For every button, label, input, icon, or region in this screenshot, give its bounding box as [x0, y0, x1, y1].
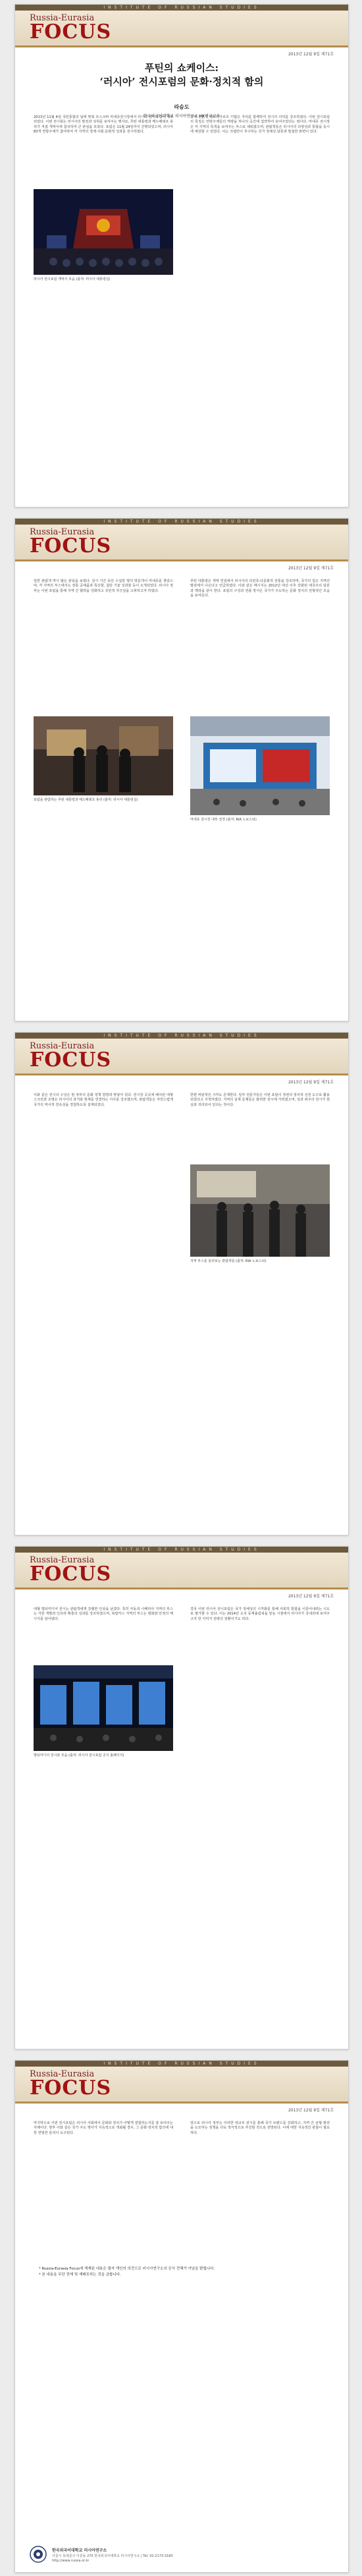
- focus-logo: FOCUS: [30, 534, 112, 558]
- brand-name: Russia-Eurasia: [30, 527, 95, 537]
- issue-date: 2013년 12월 9일 제71호: [288, 2108, 334, 2113]
- issue-date: 2013년 12월 9일 제71호: [288, 566, 334, 571]
- photo-caption: 지역 부스를 둘러보는 관람객들 (출처: RIA 노보스티): [190, 1259, 267, 1263]
- author-affiliation: 한국외국어대학교 러시아연구소 HK연구교수: [143, 114, 220, 119]
- masthead-tagline: INSTITUTE OF RUSSIAN STUDIES: [103, 1033, 260, 1038]
- masthead: [15, 1033, 348, 1075]
- masthead-tagline: INSTITUTE OF RUSSIAN STUDIES: [103, 5, 260, 10]
- photo-visitors: [190, 1164, 330, 1257]
- column-right: [190, 2121, 330, 2136]
- column-left: [34, 1093, 173, 1108]
- photo-caption: 멀티미디어 전시관 모습 (출처: 러시아 전시포럼 공식 홈페이지): [34, 1754, 124, 1758]
- masthead: [15, 2061, 348, 2104]
- masthead: [15, 519, 348, 561]
- page-5: [14, 2060, 349, 2573]
- footer-website: http://www.russia.or.kr: [52, 2559, 90, 2563]
- brand-name: Russia-Eurasia: [30, 2069, 95, 2079]
- page-1: [14, 4, 349, 507]
- issue-date: 2013년 12월 9일 제71호: [288, 1080, 334, 1085]
- masthead: [15, 5, 348, 47]
- column-left: [34, 2121, 173, 2136]
- column-left: [34, 579, 173, 594]
- article-header: [39, 61, 324, 119]
- column-left: [34, 1607, 173, 1622]
- body-paragraph: 이와 같은 전시의 구성은 현 정부의 문화 정책 방향과 맞닿아 있다. 전시장 곳곳에 배치된 대형 스크린과 조명은 러시아의 과거와 현재를 연결하는 서사를 강조했으며, 관람객들은 자연스럽게 국가의 역사적 연속성을 경험하도록 설계되었다.: [34, 1093, 174, 1107]
- disclaimer-note: * Russia-Eurasia Focus에 게재된 내용은 필자 개인의 의견으로 러시아연구소의 공식 견해가 아님을 밝힙니다.: [39, 2267, 215, 2271]
- page-footer: [30, 2546, 334, 2567]
- title-line-2: ‘러시아’ 전시포럼의 문화·정치적 함의: [99, 76, 264, 88]
- column-right: [190, 1607, 330, 1622]
- photo-officials-visit: [34, 716, 173, 795]
- photo-opening-ceremony: [34, 189, 173, 275]
- body-paragraph: 한편 비판적인 시각도 존재한다. 일부 전문가들은 이번 포럼이 정권의 정치적 선전 도구로 활용되었다고 지적하였다. 지역의 실제 문제들은 화려한 전시에 가려졌으며, 성과 위주의 전시가 현실과 괴리되어 있다는 것이다.: [190, 1093, 330, 1107]
- photo-caption: 러시아 전시포럼 개막식 모습 (출처: 러시아 대통령실): [34, 277, 111, 281]
- body-paragraph: 마지막으로 이번 전시포럼은 러시아 사회에서 문화와 정치가 어떻게 결합하는지를 잘 보여주는 사례이다. 향후 이와 같은 국가 주도 행사가 지속적으로 개최될 경우, 그 문화·정치적 함의에 대한 면밀한 분석이 요구된다.: [34, 2121, 174, 2135]
- column-left: [34, 115, 173, 135]
- issue-date: 2013년 12월 9일 제71호: [288, 1594, 334, 1599]
- focus-logo: FOCUS: [30, 2076, 112, 2100]
- body-paragraph: 2013년 11월 4일 국민통합의 날에 맞춰 모스크바 마네쥬전시장에서 러시아 전시포럼이 개막되었다. 이번 전시회는 러시아의 발전과 성취를 보여주는 행사로, 푸틴 대통령과 메드베데프 총리가 직접 개막식에 참석하여 큰 관심을 모았다. 포럼은 11월 24일까지 진행되었으며, 러시아 83개 연방주체가 참여하여 각 지역의 경제·사회·문화적 성과를 전시하였다.: [34, 115, 174, 134]
- body-paragraph: 중에 전문가 패트리아르흐 키릴은 자리를 함께하여 전시의 의미를 강조하였다. 이번 전시포럼의 특징은 연방주체들의 역량을 하나의 공간에 집약하여 보여주었다는 점이다. 마네쥬 전시장은 각 지역의 특색을 보여주는 부스로 채워졌으며, 관람객들은 러시아의 다양성과 통합을 동시에 체감할 수 있었다. 이는 크렘린이 추구하는 국가 정체성 담론과 밀접한 관련이 있다.: [190, 115, 330, 134]
- title-line-1: 푸틴의 쇼케이스:: [144, 62, 219, 74]
- issue-date: 2013년 12월 9일 제71호: [288, 52, 334, 57]
- masthead: [15, 1547, 348, 1589]
- footer-address: 서울시 동대문구 이문동 270 한국외국어대학교 러시아연구소 | Tel: 02-2173-3180: [52, 2554, 173, 2558]
- photo-multimedia-hall: [34, 1665, 173, 1751]
- photo-caption: 마네쥬 전시장 내부 전경 (출처: RIA 노보스티): [190, 818, 257, 822]
- page-3: [14, 1032, 349, 1535]
- photo-caption: 포럼을 관람하는 푸틴 대통령과 메드베데프 총리 (출처: 러시아 대통령실): [34, 798, 138, 802]
- body-paragraph: 결국 이번 러시아 전시포럼은 국가 정체성의 시각화를 통해 사회적 통합을 이끌어내려는 시도로 평가할 수 있다. 이는 2014년 소치 동계올림픽을 앞둔 시점에서 러시아가 국내외에 보여주고자 한 이미지 전략의 일환이기도 하다.: [190, 1607, 330, 1621]
- masthead-tagline: INSTITUTE OF RUSSIAN STUDIES: [103, 519, 260, 524]
- brand-name: Russia-Eurasia: [30, 1041, 95, 1051]
- column-right: [190, 1093, 330, 1108]
- brand-name: Russia-Eurasia: [30, 1555, 95, 1565]
- masthead-tagline: INSTITUTE OF RUSSIAN STUDIES: [103, 1547, 260, 1552]
- footer-org: 한국외국어대학교 러시아연구소: [52, 2548, 107, 2553]
- page-2: [14, 518, 349, 1021]
- author-name: 라승도: [174, 104, 190, 110]
- photo-exhibition-hall: [190, 716, 330, 815]
- focus-logo: FOCUS: [30, 20, 112, 43]
- body-paragraph: 대형 멀티미디어 전시는 관람객에게 강렬한 인상을 남겼다. 특히 극동과 시베리아 지역의 부스는 자원 개발과 인프라 확충의 성과를 강조하였으며, 북캅카스 지역의 부스는 평화와 안정의 메시지를 담아냈다.: [34, 1607, 173, 1621]
- body-paragraph: 앞으로 러시아 정부는 이러한 대규모 전시를 통해 국가 브랜드를 강화하고, 지역 간 균형 발전을 도모하는 정책을 더욱 적극적으로 추진할 것으로 전망된다. 이에 대한 지속적인 관찰이 필요하다.: [190, 2121, 330, 2135]
- focus-logo: FOCUS: [30, 1048, 112, 1072]
- masthead-tagline: INSTITUTE OF RUSSIAN STUDIES: [103, 2061, 260, 2066]
- article-title: [39, 61, 324, 89]
- institute-seal-icon: [30, 2546, 47, 2563]
- body-paragraph: 푸틴 대통령은 개막 연설에서 러시아의 다민족·다문화적 전통을 강조하며, 국가의 힘은 지역의 발전에서 나온다고 언급하였다. 이와 같은 메시지는 2012년 대선 이후 강화된 애국주의 담론과 맥락을 같이 한다. 포럼의 구성과 연출 방식은 국가가 주도하는 문화 정치의 전형적인 모습을 보여준다.: [190, 579, 331, 598]
- column-right: [190, 115, 330, 135]
- page-4: [14, 1546, 349, 2049]
- body-paragraph: 일반 관람객 역시 많은 관심을 보였다. 전시 기간 동안 수십만 명의 방문객이 마네쥬를 찾았으며, 각 지역의 부스에서는 전통 공예품과 특산물, 첨단 기술 성과물 등이 소개되었다. 러시아 정부는 이번 포럼을 통해 지역 간 협력을 강화하고 국민적 자긍심을 고취하고자 하였다.: [34, 579, 173, 593]
- column-right: [190, 579, 330, 599]
- focus-logo: FOCUS: [30, 1562, 112, 1586]
- disclaimer-notes: [39, 2266, 324, 2278]
- brand-name: Russia-Eurasia: [30, 13, 95, 23]
- disclaimer-note: * 본 내용을 무단 전재 및 재배포하는 것을 금합니다.: [39, 2273, 121, 2277]
